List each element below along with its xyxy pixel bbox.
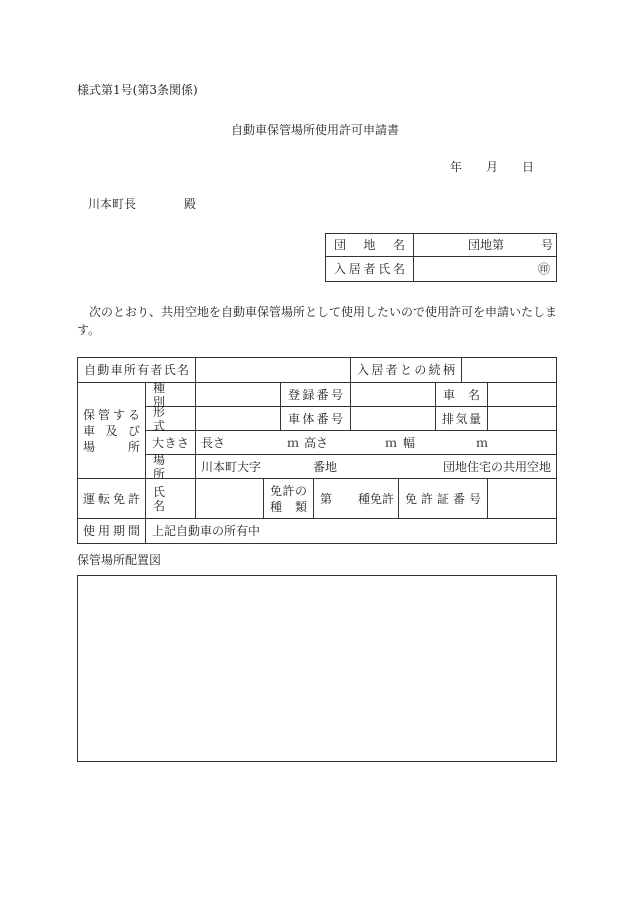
car-name-label: 車 名 [443, 387, 480, 402]
relationship-field [461, 357, 557, 383]
model-field [195, 406, 281, 431]
complex-name-label-cell [325, 233, 414, 257]
layout-diagram-label: 保管場所配置図 [77, 553, 162, 567]
registration-label: 登録番号 [288, 387, 343, 402]
complex-suffix: 号 [541, 238, 554, 252]
complex-name-field [413, 233, 557, 257]
relationship-label-cell [350, 357, 462, 383]
license-number-label: 免許証番号 [405, 491, 481, 506]
license-number-label-cell [398, 478, 488, 519]
model-label-cell [145, 406, 196, 431]
type-field [195, 382, 281, 407]
location-prefix: 川本町大字 [201, 460, 262, 474]
resident-name-label: 入居者氏名 [334, 262, 405, 276]
height-label: 高さ [304, 436, 329, 450]
relationship-label: 入居者との続柄 [357, 363, 455, 377]
location-label-cell [145, 454, 196, 479]
layout-diagram-box [77, 575, 557, 762]
form-number: 様式第1号(第3条関係) [77, 83, 198, 97]
location-label: 場 所 [153, 452, 178, 481]
size-label-cell [145, 430, 196, 455]
length-label: 長さ [201, 436, 226, 450]
license-class-field [313, 478, 399, 519]
license-name-field [195, 478, 264, 519]
license-type-label-line2: 種 類 [270, 499, 307, 514]
vehicle-section-label-line3: 場 所 [83, 439, 140, 454]
registration-field [350, 382, 436, 407]
type-label: 種 別 [153, 380, 178, 409]
registration-label-cell [280, 382, 351, 407]
owner-name-label-cell [77, 357, 196, 383]
type-label-cell [145, 382, 196, 407]
license-class-prefix: 第 [320, 492, 333, 506]
displacement-label: 排気量 [442, 411, 481, 426]
location-suffix: 団地住宅の共用空地 [442, 460, 551, 474]
size-label: 大きさ [152, 435, 189, 450]
resident-name-label-cell [325, 256, 414, 282]
location-field [195, 454, 557, 479]
vehicle-section-label-cell [77, 382, 146, 479]
period-value: 上記自動車の所有中 [152, 524, 261, 538]
owner-name-label: 自動車所有者氏名 [84, 363, 189, 377]
license-label: 運転免許 [83, 491, 140, 506]
period-label: 使用期間 [83, 524, 140, 538]
width-label: 幅 [403, 436, 416, 450]
chassis-label-cell [280, 406, 351, 431]
complex-prefix: 団地第 [468, 238, 505, 252]
size-field [195, 430, 557, 455]
license-number-field [487, 478, 557, 519]
license-name-label-cell [145, 478, 196, 519]
displacement-field [487, 406, 557, 431]
complex-name-label: 団 地 名 [334, 238, 405, 252]
owner-name-field [195, 357, 351, 383]
vehicle-section-label-line2: 車及び [83, 423, 140, 438]
length-unit: ｍ [287, 436, 300, 450]
vehicle-section-label-line1: 保管する [83, 407, 140, 422]
width-unit: ｍ [476, 436, 489, 450]
model-label: 形 式 [153, 404, 178, 433]
chassis-field [350, 406, 436, 431]
addressee: 川本町長 殿 [88, 197, 197, 211]
form-title: 自動車保管場所使用許可申請書 [230, 123, 399, 137]
car-name-label-cell [435, 382, 488, 407]
statement-text: 次のとおり、共用空地を自動車保管場所として使用したいので使用許可を申請いたします。 [77, 305, 558, 337]
date-line: 年 月 日 [450, 160, 535, 174]
displacement-label-cell [435, 406, 488, 431]
license-class-suffix: 種免許 [358, 492, 395, 506]
license-type-label-line1: 免許の [270, 483, 307, 498]
chassis-label: 車体番号 [288, 411, 343, 426]
seal-mark: ㊞ [537, 262, 550, 276]
resident-name-field [413, 256, 557, 282]
car-name-field [487, 382, 557, 407]
period-label-cell [77, 518, 146, 544]
license-type-label-cell [263, 478, 314, 519]
license-label-cell [77, 478, 146, 519]
license-name-label: 氏 名 [153, 484, 178, 513]
period-field [145, 518, 557, 544]
height-unit: ｍ [385, 436, 398, 450]
location-lot: 番地 [313, 460, 338, 474]
